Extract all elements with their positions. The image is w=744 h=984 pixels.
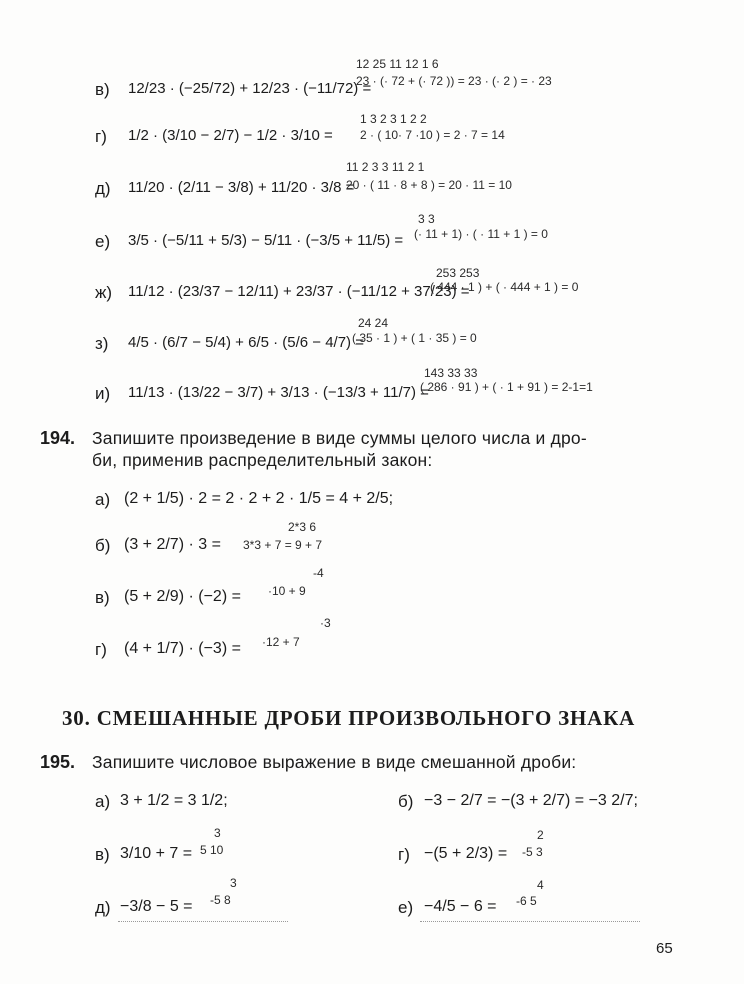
handwritten-answer: -6 5 <box>516 894 537 908</box>
handwritten-answer: -5 8 <box>210 893 231 907</box>
row-label: а) <box>95 792 111 811</box>
printed-expression: −3 − 2/7 = −(3 + 2/7) = −3 2/7; <box>424 792 638 809</box>
printed-expression: 1/2 · (3/10 − 2/7) − 1/2 · 3/10 = <box>128 127 333 144</box>
row-label: и) <box>95 384 111 403</box>
handwritten-answer-top: 253 253 <box>436 266 480 280</box>
handwritten-answer: ( 35 · 1 ) + ( 1 · 35 ) = 0 <box>352 331 477 345</box>
handwritten-answer-top: 1 3 2 3 1 2 2 <box>360 112 427 126</box>
answer-dotted-line <box>118 920 288 922</box>
printed-expression: (4 + 1/7) · (−3) = <box>124 640 241 657</box>
row-label: г) <box>95 127 107 146</box>
handwritten-answer-top: -4 <box>313 566 324 580</box>
handwritten-answer-top: ·3 <box>320 616 331 630</box>
printed-expression: −(5 + 2/3) = <box>424 845 508 862</box>
printed-expression: −3/8 − 5 = <box>120 898 193 915</box>
exercise-number: 195. <box>40 752 76 772</box>
row-label: в) <box>95 845 110 864</box>
row-label: г) <box>398 845 410 864</box>
printed-expression: 3/10 + 7 = <box>120 845 193 862</box>
handwritten-answer: -5 3 <box>522 845 543 859</box>
row-label: б) <box>95 536 111 555</box>
row-label: е) <box>95 232 111 251</box>
handwritten-answer: 23 · (· 72 + (· 72 )) = 23 · (· 2 ) = · 23 <box>356 74 552 88</box>
page-number: 65 <box>656 940 673 957</box>
handwritten-answer: ( 286 · 91 ) + ( · 1 + 91 ) = 2-1=1 <box>420 380 593 394</box>
handwritten-answer-top: 24 24 <box>358 316 389 330</box>
handwritten-answer: ( 444 · 1 ) + ( · 444 + 1 ) = 0 <box>430 280 579 294</box>
printed-expression: 11/13 · (13/22 − 3/7) + 3/13 · (−13/3 + 11/7) = <box>128 384 429 401</box>
handwritten-answer: 5 10 <box>200 843 224 857</box>
row-label: е) <box>398 898 414 917</box>
handwritten-answer-top: 2*3 6 <box>288 520 317 534</box>
row-label: ж) <box>95 283 113 302</box>
handwritten-answer: 20 · ( 11 · 8 + 8 ) = 20 · 11 = 10 <box>346 178 512 192</box>
handwritten-answer: (· 11 + 1) · ( · 11 + 1 ) = 0 <box>414 227 548 241</box>
printed-expression: 3 + 1/2 = 3 1/2; <box>120 792 228 809</box>
row-label: а) <box>95 490 111 509</box>
row-label: в) <box>95 588 110 607</box>
handwritten-answer: ·10 + 9 <box>268 584 306 598</box>
handwritten-answer: ·12 + 7 <box>262 635 300 649</box>
printed-expression: (2 + 1/5) · 2 = 2 · 2 + 2 · 1/5 = 4 + 2/5; <box>124 490 394 507</box>
handwritten-answer-top: 3 <box>230 876 237 890</box>
handwritten-answer: 2 · ( 10· 7 ·10 ) = 2 · 7 = 14 <box>360 128 505 142</box>
exercise-number: 194. <box>40 428 76 448</box>
printed-expression: (3 + 2/7) · 3 = <box>124 536 221 553</box>
handwritten-answer-top: 2 <box>537 828 544 842</box>
handwritten-answer-top: 3 <box>214 826 221 840</box>
handwritten-answer-top: 11 2 3 3 11 2 1 <box>346 160 425 174</box>
printed-expression: (5 + 2/9) · (−2) = <box>124 588 241 605</box>
handwritten-answer-top: 4 <box>537 878 544 892</box>
row-label: з) <box>95 334 109 353</box>
printed-expression: 11/12 · (23/37 − 12/11) + 23/37 · (−11/12 + 37/23) = <box>128 283 470 300</box>
printed-expression: 4/5 · (6/7 − 5/4) + 6/5 · (5/6 − 4/7) = <box>128 334 364 351</box>
printed-expression: 12/23 · (−25/72) + 12/23 · (−11/72) = <box>128 80 372 97</box>
handwritten-answer-top: 3 3 <box>418 212 435 226</box>
handwritten-answer-top: 143 33 33 <box>424 366 478 380</box>
handwritten-answer-top: 12 25 11 12 1 6 <box>356 57 439 71</box>
exercise-text-line1: Запишите произведение в виде суммы целого числа и дро- <box>92 428 587 448</box>
printed-expression: 11/20 · (2/11 − 3/8) + 11/20 · 3/8 = <box>128 179 355 196</box>
answer-dotted-line <box>420 920 640 922</box>
row-label: д) <box>95 898 111 917</box>
printed-expression: −4/5 − 6 = <box>424 898 497 915</box>
handwritten-answer: 3*3 + 7 = 9 + 7 <box>243 538 323 552</box>
row-label: д) <box>95 179 111 198</box>
exercise-text-line2: би, применив распределительный закон: <box>92 450 433 470</box>
row-label: г) <box>95 640 107 659</box>
printed-expression: 3/5 · (−5/11 + 5/3) − 5/11 · (−3/5 + 11/5) = <box>128 232 404 249</box>
exercise-text: Запишите числовое выражение в виде смешанной дроби: <box>92 752 577 772</box>
row-label: в) <box>95 80 110 99</box>
row-label: б) <box>398 792 414 811</box>
section-heading: 30. СМЕШАННЫЕ ДРОБИ ПРОИЗВОЛЬНОГО ЗНАКА <box>62 706 636 730</box>
